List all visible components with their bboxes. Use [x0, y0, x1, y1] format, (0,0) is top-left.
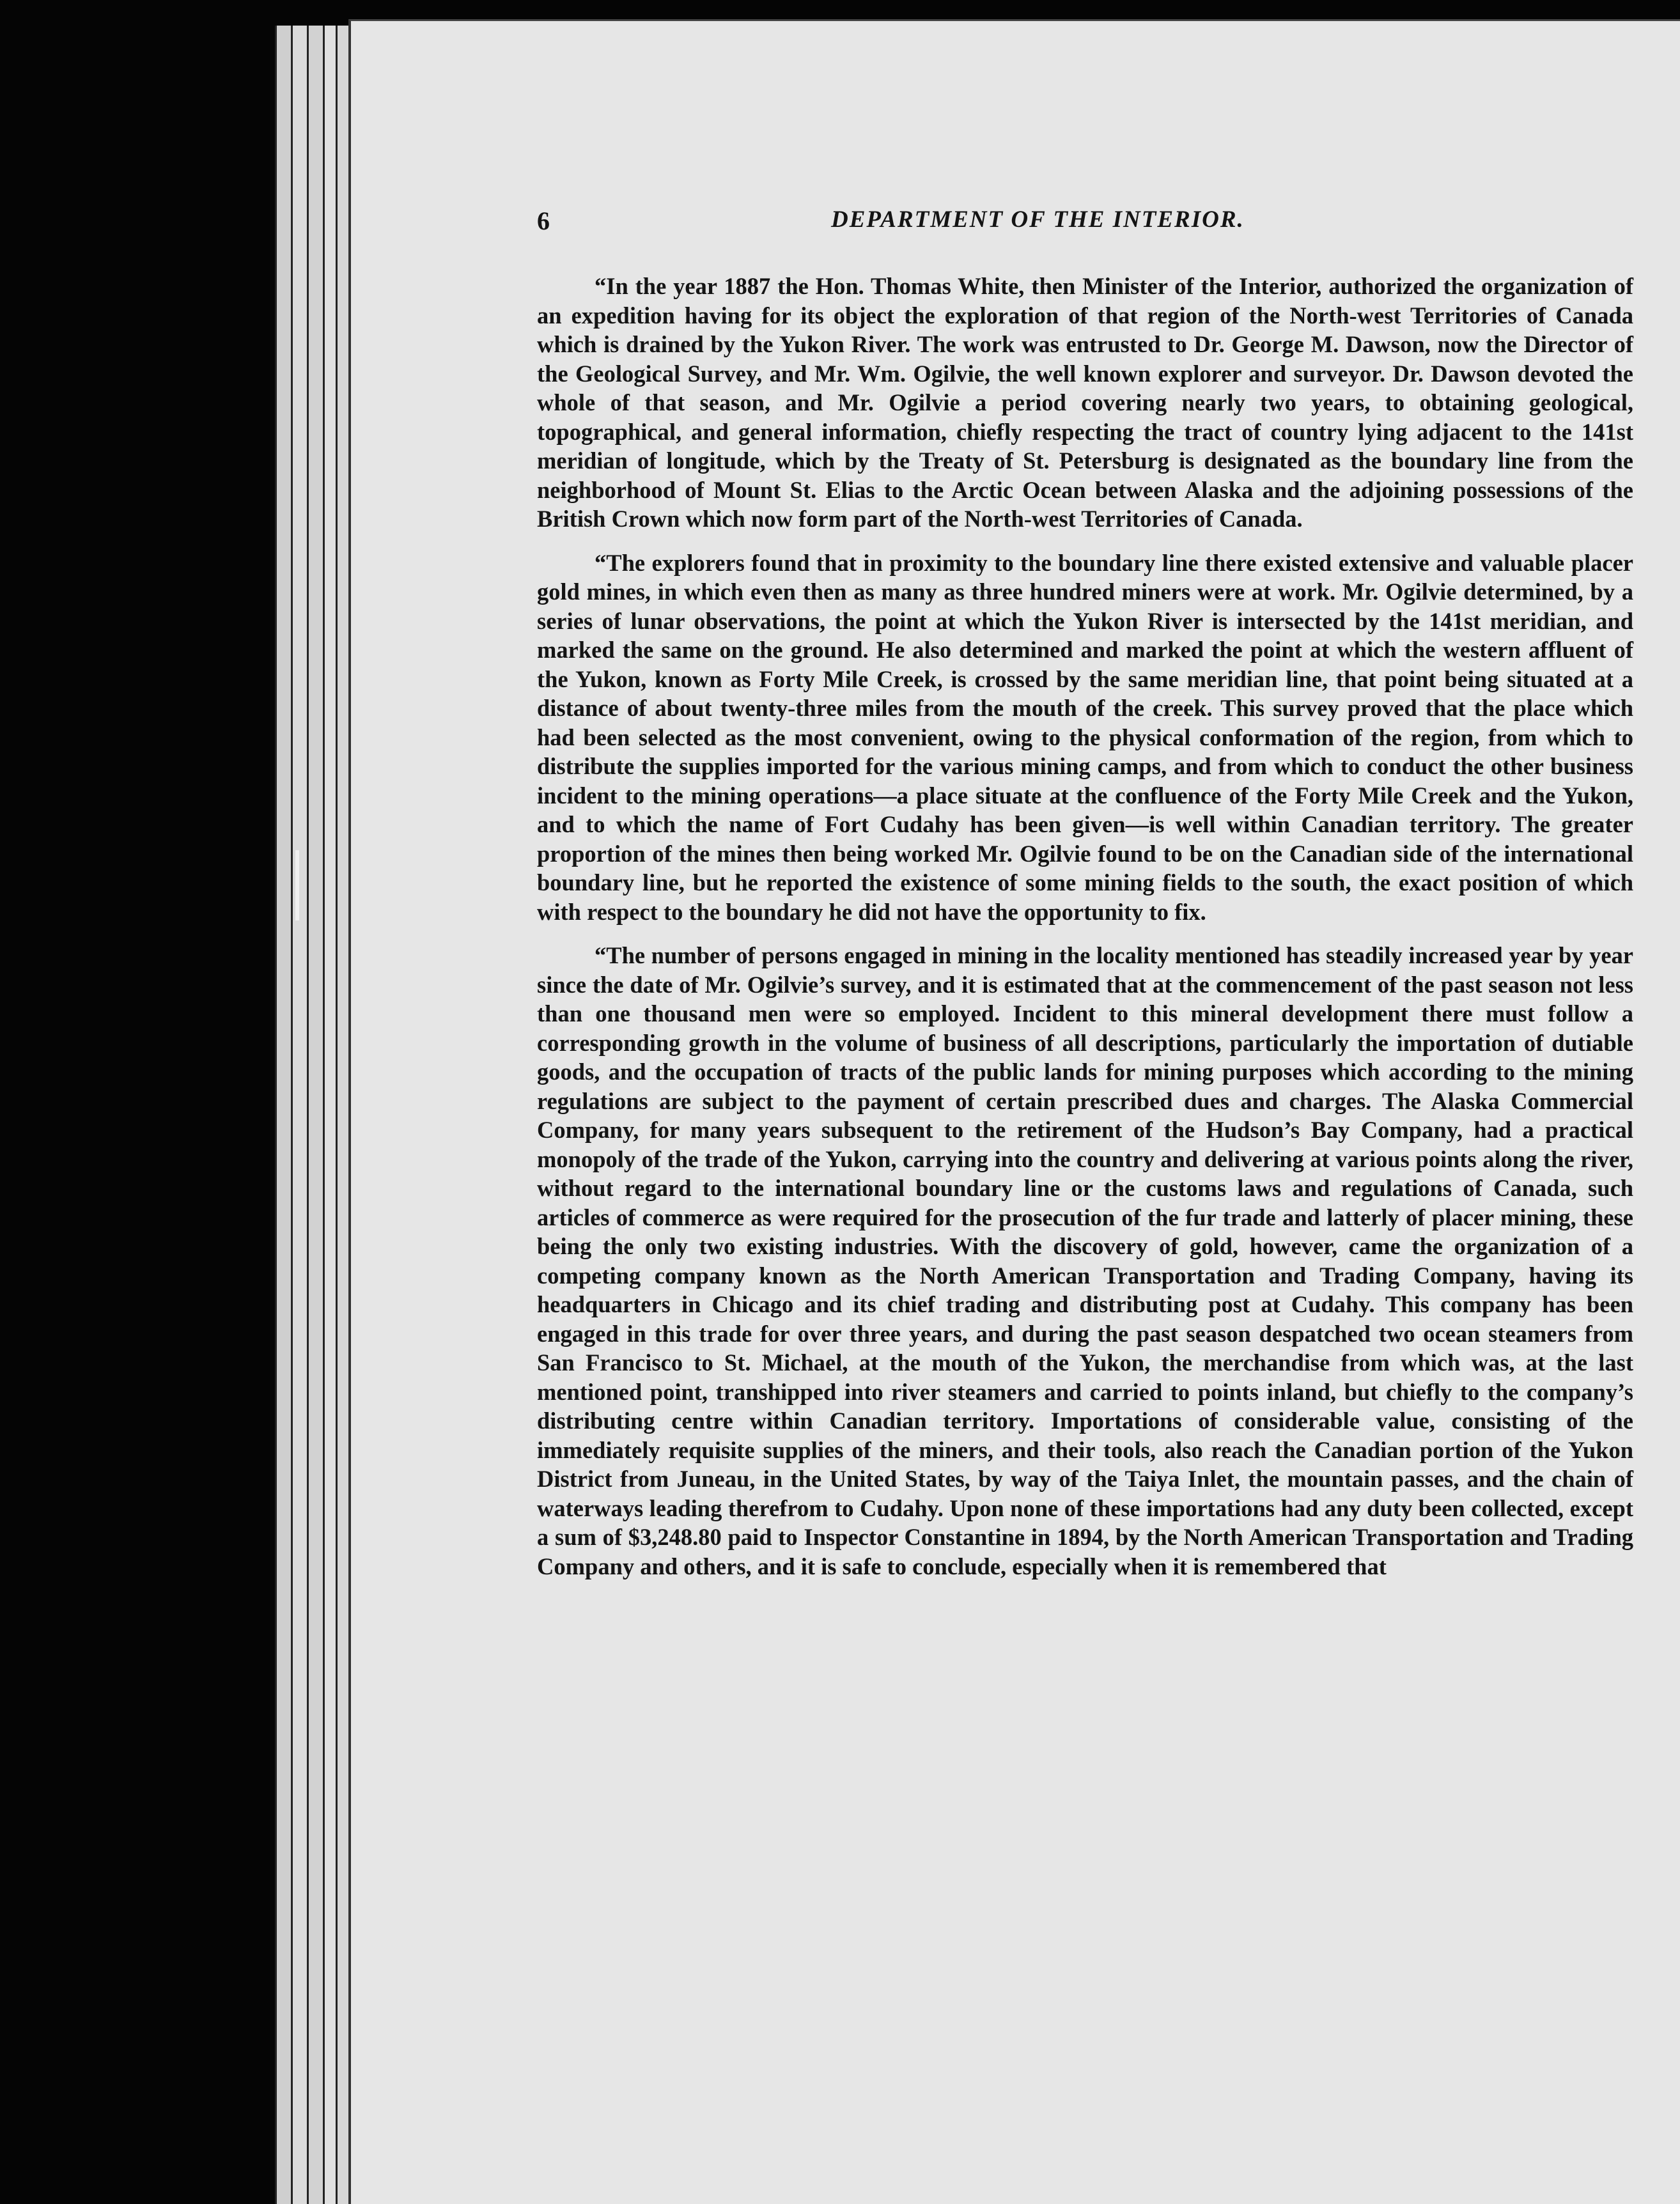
page-header: [537, 206, 1633, 238]
paragraph: “The number of persons engaged in mining in the locality mentioned has steadily increased year by year since the date of Mr. Ogilvie’s survey, and it is estimated that at the commencement of the past season not less than one thousand men were so employed. Incident to this mineral development there must follow a corresponding growth in the volume of business of all descriptions, particularly the importation of dutiable goods, and the occupation of tracts of the public lands for mining purposes which according to the mining regulations are subject to the payment of certain prescribed dues and charges. The Alaska Commercial Company, for many years subsequent to the retirement of the Hudson’s Bay Company, had a practical monopoly of the trade of the Yukon, carrying into the country and delivering at various points along the river, without regard to the international boundary line or the customs laws and regulations of Canada, such articles of commerce as were required for the prosecution of the fur trade and latterly of placer mining, these being the only two existing industries. With the discovery of gold, however, came the organization of a competing company known as the North American Transportation and Trading Company, having its headquarters in Chicago and its chief trading and distributing post at Cudahy. This company has been engaged in this trade for over three years, and during the past season despatched two ocean steamers from San Francisco to St. Michael, at the mouth of the Yukon, the merchandise from which was, at the last mentioned point, transhipped into river steamers and carried to points inland, but chiefly to the company’s distributing centre within Canadian territory. Importations of considerable value, consisting of the immediately requisite supplies of the miners, and their tools, also reach the Canadian portion of the Yukon District from Juneau, in the United States, by way of the Taiya Inlet, the mountain passes, and the chain of waterways leading therefrom to Cudahy. Upon none of these importations had any duty been collected, except a sum of $3,248.80 paid to Inspector Constantine in 1894, by the North American Transportation and Trading Company and others, and it is safe to conclude, especially when it is remembered that: [537, 942, 1633, 1579]
page-number: 6: [537, 206, 550, 235]
spine-mark: [295, 850, 299, 920]
body-text: [537, 272, 1633, 1595]
paragraph: “In the year 1887 the Hon. Thomas White, then Minister of the Interior, authorized the organization of an expedition having for its object the exploration of that region of the North-west Territories of Canada which is drained by the Yukon River. The work was entrusted to Dr. George M. Dawson, now the Director of the Geological Survey, and Mr. Wm. Ogilvie, the well known explorer and surveyor. Dr. Dawson devoted the whole of that season, and Mr. Ogilvie a period covering nearly two years, to obtaining geological, topographical, and general information, chiefly respecting the tract of country lying adjacent to the 141st meridian of longitude, which by the Treaty of St. Petersburg is designated as the boundary line from the neighborhood of Mount St. Elias to the Arctic Ocean between Alaska and the adjoining possessions of the British Crown which now form part of the North-west Territories of Canada.: [537, 273, 1633, 532]
running-head: DEPARTMENT OF THE INTERIOR.: [831, 206, 1245, 233]
paragraph: “The explorers found that in proximity to the boundary line there existed extensive and valuable placer gold mines, in which even then as many as three hundred miners were at work. Mr. Ogilvie determined, by a series of lunar observations, the point at which the Yukon River is intersected by the 141st meridian, and marked the same on the ground. He also determined and marked the point at which the western affluent of the Yukon, known as Forty Mile Creek, is crossed by the same meridian line, that point being situated at a distance of about twenty-three miles from the mouth of the creek. This survey proved that the place which had been selected as the most convenient, owing to the physical conformation of the region, from which to distribute the supplies imported for the various mining camps, and from which to conduct the other business incident to the mining operations—a place situate at the confluence of the Forty Mile Creek and the Yukon, and to which the name of Fort Cudahy has been given—is well within Canadian territory. The greater proportion of the mines then being worked Mr. Ogilvie found to be on the Canadian side of the international boundary line, but he reported the existence of some mining fields to the south, the exact position of which with respect to the boundary he did not have the opportunity to fix.: [537, 549, 1633, 925]
